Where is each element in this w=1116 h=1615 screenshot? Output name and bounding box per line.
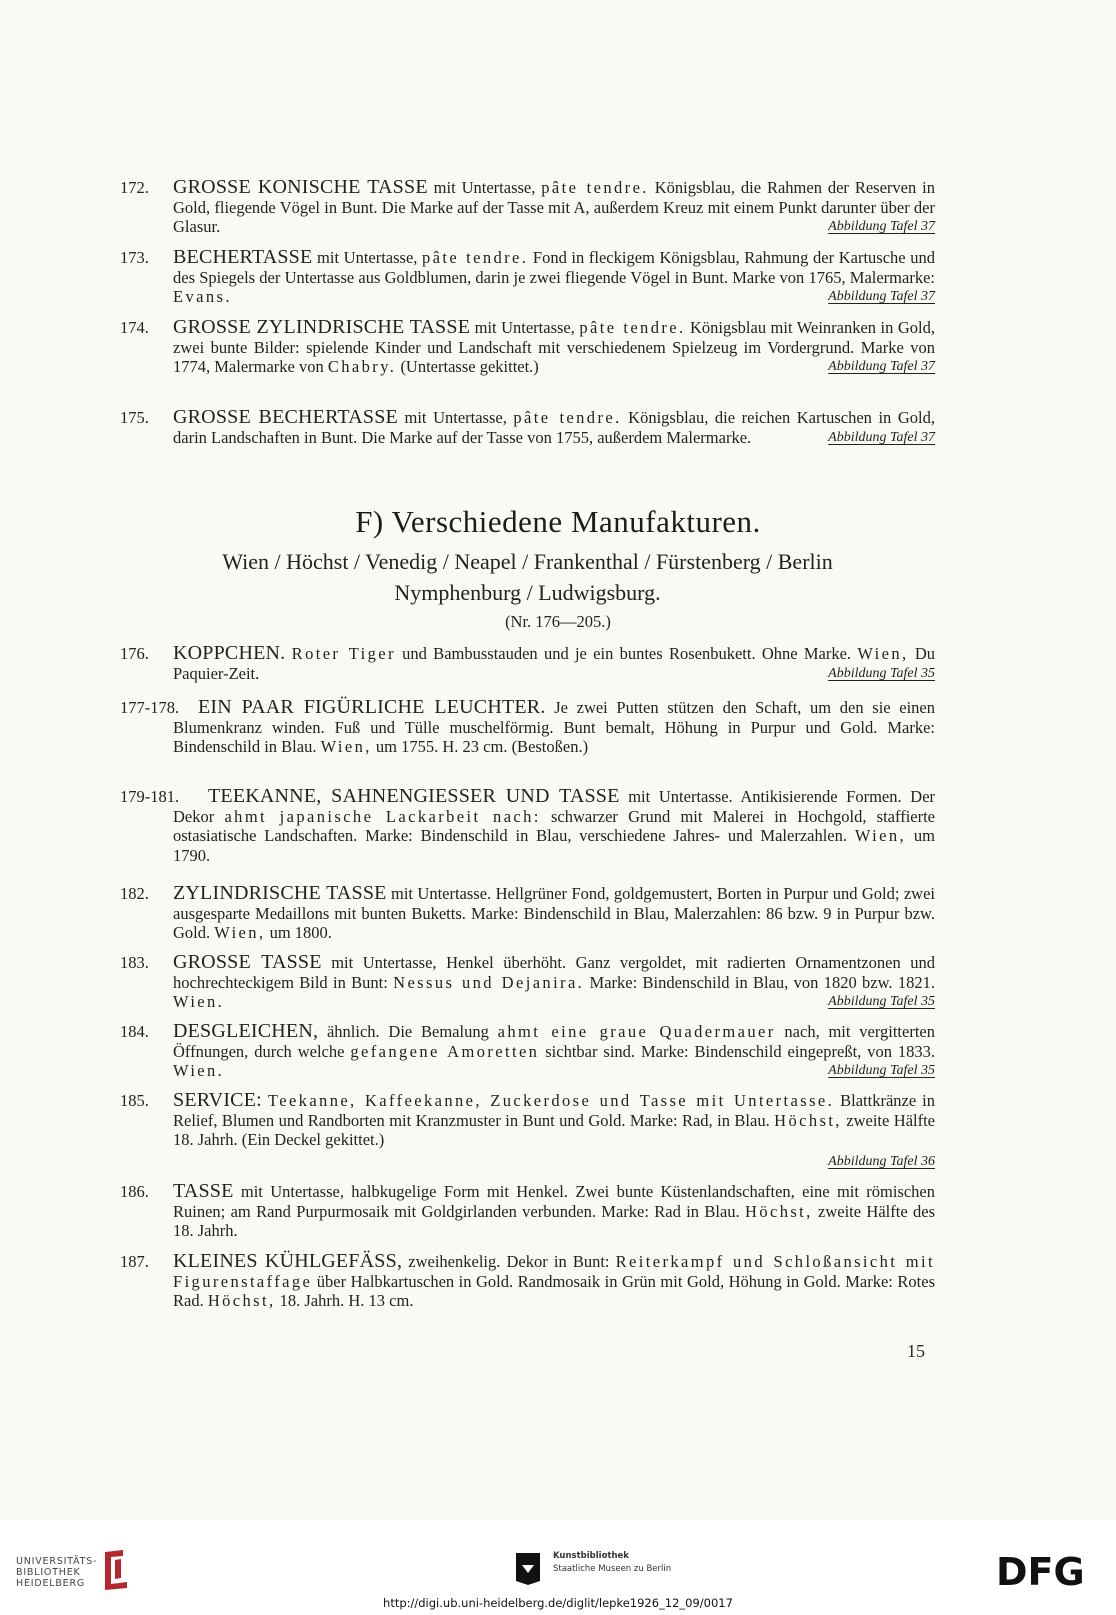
entry-number: 172.: [120, 178, 149, 197]
entry-number: 187.: [120, 1252, 149, 1271]
entry-title: GROSSE ZYLINDRISCHE TASSE: [173, 316, 471, 338]
entry-title: GROSSE TASSE: [173, 951, 322, 973]
entry-spaced-text: Teekanne, Kaffeekanne, Zuckerdose und Tasse mit Untertasse.: [267, 1091, 835, 1110]
entry-text: Fond in fleckigem Königsblau, Rahmung der Kartusche und des Spiegels der Untertasse aus Goldblumen, darin je zwei fliegende Vögel in Bunt. Marke von 1765, Malermarke:: [173, 248, 935, 287]
entry-spaced-text: Höchst,: [207, 1291, 276, 1311]
dfg-logo-text: DFG: [996, 1553, 1085, 1589]
entry-text: um 1755. H. 23 cm. (Bestoßen.): [371, 737, 589, 757]
catalog-entry-179-181: [120, 787, 935, 865]
university-library-logo-icon: [101, 1548, 131, 1592]
entry-number: 173.: [120, 248, 149, 267]
entry-spaced-text: Wien,: [857, 644, 909, 663]
kunstbibliothek-label: [553, 1550, 671, 1576]
entry-title: SERVICE:: [173, 1089, 262, 1111]
catalog-entry-184: [120, 1022, 935, 1081]
catalog-entry-187: [120, 1252, 935, 1311]
plate-reference: Abbildung Tafel 35: [828, 994, 935, 1010]
entry-number: 177-178.: [120, 698, 180, 717]
library-line: UNIVERSITÄTS-: [16, 1556, 98, 1567]
catalog-entry-182: [120, 884, 935, 943]
section-number-range: (Nr. 176—205.): [505, 612, 611, 631]
entry-number: 179-181.: [120, 787, 180, 806]
catalog-entry-174: [120, 318, 935, 377]
entry-spaced-text: gefangene Amoretten: [350, 1041, 540, 1061]
entry-number: 185.: [120, 1091, 149, 1110]
entry-text: Königsblau, die Rahmen der Reserven in Gold, fliegende Vögel in Bunt. Die Marke auf der Tasse mit A, außerdem Kreuz mit einem Punkt darunter über der Glasur.: [173, 178, 935, 237]
plate-reference: Abbildung Tafel 37: [828, 429, 935, 445]
entry-spaced-text: Chabry.: [327, 357, 397, 377]
entry-title: ZYLINDRISCHE TASSE: [173, 882, 387, 904]
entry-spaced-text: Nessus und Dejanira.: [393, 972, 585, 992]
entry-title: TASSE: [173, 1180, 234, 1202]
entry-number: 174.: [120, 318, 149, 337]
entry-text: Blattkränze in Relief, Blumen und Randborten mit Kranzmuster in Bunt und Gold. Marke: Rad, in Blau.: [173, 1091, 935, 1130]
catalog-entry-183: [120, 953, 935, 1012]
entry-text: schwarzer Grund mit Malerei in Hochgold, staffierte ostasiatische Landschaften. Marke: Bindenschild in Blau, verschiedene Jahres- und Malerzahlen.: [173, 806, 935, 846]
entry-text: Je zwei Putten stützen den Schaft, um den sie einen Blumenkranz winden. Fuß und Tülle muschelförmig. Bunt bemalt, Höhung in Purpur und Gold. Marke: Bindenschild in Blau.: [173, 698, 935, 757]
entry-number: 182.: [120, 884, 149, 903]
catalog-entry-176: [120, 644, 935, 683]
entry-spaced-text: Reiterkampf und Schloßansicht mit Figurenstaffage: [173, 1252, 935, 1291]
entry-text: mit Untertasse,: [397, 408, 514, 427]
entry-spaced-text: pâte tendre.: [422, 248, 529, 267]
entry-spaced-text: pâte tendre.: [541, 178, 649, 197]
entry-title: KOPPCHEN.: [173, 642, 286, 664]
source-url[interactable]: http://digi.ub.uni-heidelberg.de/diglit/lepke1926_12_09/0017: [383, 1596, 733, 1610]
entry-number: 186.: [120, 1182, 149, 1201]
dfg-logo-icon: [996, 1553, 1098, 1589]
entry-title: GROSSE KONISCHE TASSE: [173, 176, 428, 198]
kunstbibliothek-logo-icon: [510, 1551, 546, 1587]
entry-text: ähnlich. Die Bemalung: [318, 1022, 498, 1041]
entry-text: Königsblau mit Weinranken in Gold, zwei bunte Bilder: spielende Kinder und Landschaft mit verschiedenem Spielzeug im Vordergrund. Marke von 1774, Malermarke von: [173, 318, 935, 377]
entry-text: mit Untertasse. Hellgrüner Fond, goldgemustert, Borten in Purpur und Gold; zwei ausgesparte Medaillons mit bunten Buketts. Marke: Bindenschild in Blau, Malerzahlen: 86 bzw. 9 in Purpur bzw. Gold.: [173, 884, 935, 943]
library-line: HEIDELBERG: [16, 1578, 86, 1589]
entry-spaced-text: ahmt japanische Lackarbeit nach:: [224, 806, 541, 826]
entry-title: DESGLEICHEN,: [173, 1020, 319, 1042]
entry-spaced-text: Roter Tiger: [291, 644, 396, 663]
catalog-entry-186: [120, 1182, 935, 1241]
entry-text: 18. Jahrh. H. 13 cm.: [275, 1291, 414, 1311]
entry-text: Marke: Bindenschild in Blau, von 1820 bzw. 1821.: [584, 972, 935, 992]
entry-text: zweite Hälfte des 18. Jahrh.: [173, 1201, 935, 1241]
entry-text: mit Untertasse, halbkugelige Form mit Henkel. Zwei bunte Küstenlandschaften, eine mit römischen Ruinen; am Rand Purpurmosaik mit Goldgirlanden verbunden. Marke: Rad in Blau.: [173, 1182, 935, 1221]
catalog-entry-177-178: [120, 698, 935, 757]
entry-text: mit Untertasse, Henkel überhöht. Ganz vergoldet, mit radierten Ornamentzonen und hochrechteckigem Bild in Bunt:: [173, 953, 935, 992]
kb-title: Kunstbibliothek: [553, 1551, 629, 1561]
entry-spaced-text: ahmt eine graue Quadermauer: [497, 1022, 776, 1041]
places-line: Nymphenburg / Ludwigsburg.: [394, 580, 661, 605]
entry-spaced-text: pâte tendre.: [513, 408, 622, 427]
catalog-entry-172: [120, 178, 935, 237]
entry-spaced-text: pâte tendre.: [579, 318, 686, 337]
entry-spaced-text: Höchst,: [774, 1110, 842, 1130]
entry-text: mit Untertasse,: [433, 178, 542, 197]
entry-title: BECHERTASSE: [173, 246, 313, 268]
plate-reference: Abbildung Tafel 36: [828, 1153, 935, 1169]
page-number: 15: [907, 1341, 925, 1361]
catalog-entry-175: [120, 408, 935, 447]
entry-text: Du Paquier-Zeit.: [173, 644, 935, 683]
entry-text: um 1790.: [173, 826, 935, 865]
entry-number: 184.: [120, 1022, 149, 1041]
catalog-entry-173: [120, 248, 935, 307]
footer-bar: [0, 1520, 1116, 1615]
entry-title: KLEINES KÜHLGEFÄSS,: [173, 1250, 403, 1272]
section-places: [120, 546, 935, 608]
entry-number: 176.: [120, 644, 149, 663]
entry-text: sichtbar sind. Marke: Bindenschild eingepreßt, von 1833.: [539, 1041, 935, 1061]
entry-text: mit Untertasse. Antikisierende Formen. Der Dekor: [173, 787, 936, 826]
entry-text: nach, mit vergitterten Öffnungen, durch welche: [173, 1022, 935, 1061]
entry-number: 175.: [120, 408, 149, 427]
entry-text: über Halbkartuschen in Gold. Randmosaik in Grün mit Gold, Höhung in Gold. Marke: Rotes Rad.: [173, 1271, 935, 1311]
places-line: Wien / Höchst / Venedig / Neapel / Frankenthal / Fürstenberg / Berlin: [222, 549, 833, 574]
entry-text: mit Untertasse,: [312, 248, 423, 267]
plate-reference: Abbildung Tafel 37: [828, 289, 935, 305]
entry-title: EIN PAAR FIGÜRLICHE LEUCHTER.: [198, 696, 546, 718]
entry-number: 183.: [120, 953, 149, 972]
entry-spaced-text: Wien,: [320, 737, 372, 757]
entry-spaced-text: Höchst,: [745, 1201, 813, 1221]
plate-reference: Abbildung Tafel 35: [828, 1063, 935, 1079]
plate-reference: Abbildung Tafel 37: [828, 359, 935, 375]
entry-title: TEEKANNE, SAHNENGIESSER UND TASSE: [208, 785, 620, 807]
library-line: BIBLIOTHEK: [16, 1567, 81, 1578]
entry-text: um 1800.: [265, 923, 332, 943]
entry-text: zweihenkelig. Dekor in Bunt:: [402, 1252, 616, 1271]
plate-reference: Abbildung Tafel 35: [828, 665, 935, 681]
entry-text: (Untertasse gekittet.): [396, 357, 539, 377]
entry-text: mit Untertasse,: [470, 318, 580, 337]
entry-text: zweite Hälfte 18. Jahrh. (Ein Deckel gekittet.): [173, 1110, 935, 1150]
university-library-label: [16, 1556, 97, 1589]
entry-text: Königsblau, die reichen Kartuschen in Gold, darin Landschaften in Bunt. Die Marke auf der Tasse von 1755, außerdem Malermarke.: [173, 408, 935, 447]
section-title: F) Verschiedene Manufakturen.: [355, 504, 761, 539]
entry-spaced-text: Wien,: [214, 923, 266, 943]
entry-title: GROSSE BECHERTASSE: [173, 406, 398, 428]
plate-reference: Abbildung Tafel 37: [828, 219, 935, 235]
entry-spaced-text: Wien.: [173, 1061, 225, 1081]
entry-spaced-text: Wien.: [173, 992, 225, 1012]
kb-subtitle: Staatliche Museen zu Berlin: [553, 1564, 672, 1574]
catalog-entry-185: [120, 1091, 935, 1171]
entry-spaced-text: Wien,: [854, 826, 907, 846]
entry-text: und Bambusstauden und je ein buntes Rosenbukett. Ohne Marke.: [395, 644, 858, 663]
entry-spaced-text: Evans.: [173, 287, 232, 307]
